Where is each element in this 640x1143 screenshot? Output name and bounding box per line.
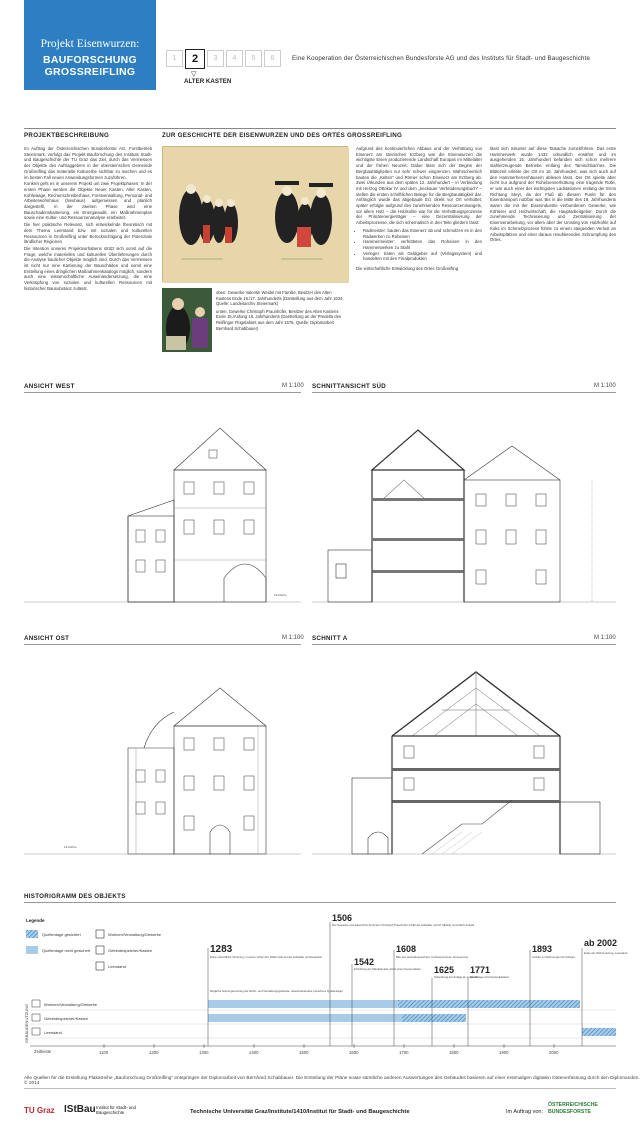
istbau-logo: IStBau <box>64 1104 96 1115</box>
scale-sued: M 1:100 <box>594 383 616 389</box>
tab-3[interactable]: 3 <box>207 50 224 67</box>
view-title-sued: SCHNITTANSICHT SÜD <box>312 383 387 390</box>
row-label: Leerstand <box>44 1030 62 1035</box>
granary-icon <box>96 946 104 954</box>
axis-tick-label: 1100 <box>99 1050 109 1055</box>
vacancy-icon <box>96 962 104 970</box>
scale-schnitt-a: M 1:100 <box>594 635 616 641</box>
family-painting-image <box>162 146 348 282</box>
granary-icon <box>32 1014 40 1021</box>
section-a-drawing <box>312 652 616 867</box>
legend-label: Quellenlage gesichert <box>42 932 81 937</box>
paragraph: Konkret geht es in unserem Projekt um zwei Projektphasen: In der ersten Phase werden die Objekte Neuer Kasten, Alter Kasten, Kohlwaage, Rechenschreiberhaus, Forstverwaltung, Personal- und Arbeiterwohnhaus (Neuhaus) aufgemessen und planlich dargestellt, in der zweiten Phase wird eine Bauschadenskartierung, ein Energieaudit, ein Maßnahmenplan sowie eine Kultur- und Ressourcenanalyse erarbeitet. <box>24 181 152 221</box>
axis-tick-label: 1300 <box>199 1050 209 1055</box>
altar-portrait-image <box>162 288 212 352</box>
bar-kasten-gesichert <box>402 1014 466 1022</box>
legend-label: Wohnen/Verwaltung/Gewerbe <box>108 932 162 937</box>
divider <box>312 392 616 393</box>
list-item: • Radmeister: bauten das Eisenerz ab und schmolzen es in den Radwerken zu Roheisen <box>363 228 482 239</box>
event-text: Die Anlage wird Getreidekasten <box>470 975 510 979</box>
legend-swatch-gesichert <box>26 930 38 938</box>
elevation-west-drawing <box>24 400 301 615</box>
event-year: 1893 <box>532 944 553 954</box>
house-icon <box>32 1000 40 1007</box>
auftrag-label: Im Auftrag von: <box>506 1109 543 1115</box>
divider <box>24 128 616 129</box>
bar-kasten-unsicher <box>208 1014 402 1022</box>
event-text: Bau des Getreidespeichers; Umbauprozesse, Erneuerung <box>396 955 468 959</box>
historigramm-chart <box>24 908 628 1058</box>
axis-tick-label: 1700 <box>399 1050 409 1055</box>
legend-swatch-nicht-gesichert <box>26 946 38 954</box>
view-title-ost: ANSICHT OST <box>24 635 70 642</box>
axis-tick-label: 1600 <box>349 1050 359 1055</box>
bar-wohnen-unsicher <box>208 1000 398 1008</box>
event-year: 1608 <box>396 944 417 954</box>
paragraph: Die wirtschaftliche Entwicklung des Ortes Großreifling <box>356 266 459 272</box>
axis-tick-label: 1500 <box>299 1050 309 1055</box>
event-text: Errichtung der Mautfassade durch einen Kamen-Erker <box>354 967 422 971</box>
view-title-west: ANSICHT WEST <box>24 383 75 390</box>
title-line-1: BAUFORSCHUNG <box>42 54 137 66</box>
event-year: 1625 <box>434 965 455 975</box>
caption-bottom: unten: Gewerke Christoph Praunhofer, Besitzer des Alten Kastens Ende 15./Anfang 16. Jahrhunderts (Darstellung an der Predella des Reiflinger Flügelaltars aus dem Jahr 1576, Quelle: Diplomarbeit Bernhard Schabbauer) <box>216 308 342 331</box>
event-text: Erste urkundliche Nennung; in einem Urbar des Stiftes Admont als Hofstätte und Hauptsitz <box>210 955 322 959</box>
oebf-logo <box>548 1102 598 1115</box>
tab-4[interactable]: 4 <box>226 50 243 67</box>
geschichte-col-2 <box>490 146 616 244</box>
paragraph: Aufgrund des kontinuierlichen Abbaus und der Verhüttung von Eisenerz am steirischen Erzberg war die Eisenwurzen die wichtigste Eisen produzierende Landschaft Europas im Mittelalter und der frühen Neuzeit. Dabei lässt sich der Beginn der Bergbautätigkeiten nur sehr schwer eingrenzen. Wahrscheinlich bauten die „Kelten“ und Römer schon Eisenerz am Erzberg ab. Zwei Urkunden aus dem späten 12. Jahrhundert – in Verbindung mit Herzog Ottokar IV und dem „Seckauer Verbrüderungsbuch“ – stellen die ersten schriftlichen Belege für die Bergbautätigkeit dar. Anfänglich wurde das abgebaute Erz direkt vor Ort verhüttet, später erfolgte aufgrund des zunehmenden Ressourcenmangels, vor allem Holz – die Holzkohle war für die Verhüttungsprozesse der Primärenergieträger – eine Dezentralisierung der Arbeitsprozesse, die sich schematisch in drei Teile gliedern lässt: <box>356 146 482 226</box>
axis-tick-label: 1400 <box>249 1050 259 1055</box>
divider <box>24 1088 616 1089</box>
tab-5[interactable]: 5 <box>245 50 262 67</box>
bar-wohnen-gesichert <box>398 1000 580 1008</box>
event-text: Schenkung der Anlage an Leopold I. <box>434 975 480 979</box>
caption-top: oben: Gewerke Valentin Weidel mit Familie, Besitzer des Alten Kastens Ende 16./17. Jahrhunderts (Darstellung aus dem Jahr 1634, Quelle: Landesarchiv Steiermark) <box>216 290 344 307</box>
event-text: Ende der Wohnnutzung; Leerstand <box>584 951 628 955</box>
view-title-schnitt-a: SCHNITT A <box>312 635 348 642</box>
paragraph: Die hier praktische Relevanz, sich entwickelnde theoretisch mit dem Thema Leerstand bzw. mit sozialen und kulturellen Ressourcen in Großreifling unter Berücksichtigung der Potenziale ländlicher Regionen. <box>24 222 152 245</box>
geschichte-col-1 <box>356 146 482 273</box>
axis-label: GEBÄUDENUTZUNG <box>24 1003 29 1043</box>
event-year: ab 2002 <box>584 938 618 948</box>
divider <box>312 644 616 645</box>
legend-title: Legende <box>26 918 45 923</box>
paragraph: Im Auftrag der Österreichischen Bundesforste AG, Forstbetrieb Steiermark, verfolgt das Projekt Bauforschung des Instituts Stadt- und Baugeschichte der TU Graz das Ziel, durch das Vermessen der Objekte des Auftraggebers in der obersteirischen Gemeinde Großreifling das materielle Kulturerbe sichtbar zu machen und es im besten Fall neuen Anwendungsformen zuzuführen. <box>24 146 152 180</box>
oebf-line-2: BUNDESFORSTE <box>548 1108 591 1115</box>
list-item: • Verleger: traten als Geldgeber auf (Verlagssystem) und handelten mit den Finalprodukten <box>363 251 482 262</box>
divider <box>24 392 301 393</box>
svg-text:Firsthöhe: Firsthöhe <box>274 593 287 597</box>
image-captions <box>216 290 346 331</box>
legend-label: Quellenlage nicht gesichert <box>42 948 91 953</box>
legend-label: Getreidespeicher/Kasten <box>108 948 153 953</box>
section-title-geschichte: ZUR GESCHICHTE DER EISENWURZEN UND DES ORTES GROSSREIFLING <box>162 132 403 139</box>
oebf-line-1: ÖSTERREICHISCHE <box>548 1102 598 1108</box>
list-item: • Hammermeister: verhütteten das Roheisen in den Hammerwerken zu Stahl <box>363 239 482 250</box>
scale-ost: M 1:100 <box>282 635 304 641</box>
page-tabs <box>166 50 281 69</box>
paragraph: Die Intention unseres Projektvorhabens stützt sich somit auf die Frage, welche materiellen und kulturellen Überlieferungen durch die Analyse baulicher Objekte möglich sind. Durch das Vermessen ist nicht nur eine Kartierung der Bauschäden und somit eine Erstellung eines dringlichen Maßnahmenkatalogs möglich, sondern auch eine wissenschaftliche Auseinandersetzung, die eine Verknüpfung von sozialen und kulturellen Ressourcen mit historischer Bausubstanz zulässt. <box>24 245 152 291</box>
tu-graz-logo: TU Graz <box>24 1106 55 1115</box>
event-text: Umbau zu Wohnungen für Arbeiter <box>532 955 576 959</box>
tab-2[interactable]: 2 <box>185 49 205 69</box>
title-line-2: GROSSREIFLING <box>44 66 136 78</box>
zeitleiste-label: Zeitleiste <box>34 1049 52 1054</box>
section-title-historigramm: HISTORIGRAMM DES OBJEKTS <box>24 893 126 900</box>
bar-leerstand <box>582 1028 616 1036</box>
vacancy-icon <box>32 1028 40 1035</box>
divider <box>24 902 616 903</box>
section-south-drawing <box>312 400 616 615</box>
source-note: Alle Quellen für die Erstellung Plakatreihe „Bauforschung Großreifling“ entspringen der Diplomarbeit von Bernhard Schabbauer. Die Erstellung der Pläne sowie sämtliche anderen Auswertungen des Gebäudes basieren auf einer erstmaligen digitalen Datenerfassung durch den Diplomanden. © 2014 <box>24 1076 640 1086</box>
paragraph: lässt sich mitunter auf diese Tatsache zurückführen. Das erste Hammerwerk wurde 1432 urkundlich erwähnt und im ausgehenden 15. Jahrhundert befanden sich schon mehrere stahlerzeugende Betriebe entlang des Tamischbaches. Die Blütezeit erlebte der Ort im 16. Jahrhundert, was sich auch auf den Hammerherrenhäusern ablesen lässt. Der Ort spielte aber nicht nur aufgrund der Roheisenverhüttung eine tragende Rolle, er war auch einer der wichtigsten Ladstationen entlang der Enns Richtung Steyr, da der Fluß ab diesem Punkt für den Eisentransport nutzbar war. Bis in die Mitte des 19. Jahrhunderts waren die mit der Eisenindustrie verbundenen Gewerke, wie Köhlerei und Holzwirtschaft, die Hauptarbeitgeber. Durch die zunehmende Technisierung und Zentralisierung der Eisenverarbeitung, vor allem aber der Umstieg von Holzkohle auf Koks im Schmelzprozess führte zu einem steigenden Verlust an Arbeitsplätzen und einer daraus resultierenden Schrumpfung des Ortes. <box>490 146 616 243</box>
svg-text:Firsthöhe: Firsthöhe <box>64 845 77 849</box>
divider <box>24 644 301 645</box>
active-tab-label: ALTER KASTEN <box>184 78 232 85</box>
istbau-subtitle: Institut für Stadt- und Baugeschichte <box>96 1105 136 1115</box>
tab-6[interactable]: 6 <box>264 50 281 67</box>
row-label: Getreidespeicher/Kasten <box>44 1016 89 1021</box>
axis-tick-label: 1900 <box>499 1050 509 1055</box>
axis-tick-label: 1200 <box>149 1050 159 1055</box>
legend-label: Leerstand <box>108 964 126 969</box>
event-year: 1283 <box>210 944 233 955</box>
axis-tick-label: 2000 <box>549 1050 559 1055</box>
event-year: 1771 <box>470 965 491 975</box>
chevron-down-icon: ▽ <box>191 71 197 78</box>
event-text: Der Gewerke und kaiserliche Amtmann Christoph Praunhofer erhält die Hofstätte (mit M. Mitteis) vermutlich Ankauf <box>332 923 475 927</box>
elevation-east-drawing <box>24 652 301 867</box>
range-note: Mögliche Nutzungsnutzung als Wohn- und Verwaltungsgebäude, Gewerbebetriebe (unsichere Quellenlage) <box>210 989 343 993</box>
beschreibung-text <box>24 146 152 293</box>
project-name: Projekt Eisenwurzen: <box>40 38 140 50</box>
event-year: 1506 <box>332 913 353 923</box>
institute-line: Technische Universität Graz/Institute/1410/Institut für Stadt- und Baugeschichte <box>190 1109 410 1115</box>
event-year: 1542 <box>354 957 375 967</box>
cooperation-note: Eine Kooperation der Österreichischen Bundesforste AG und des Instituts für Stadt- und Baugeschichte <box>292 55 591 62</box>
axis-tick-label: 1800 <box>449 1050 459 1055</box>
project-title-block <box>24 0 156 90</box>
scale-west: M 1:100 <box>282 383 304 389</box>
row-label: Wohnen/Verwaltung/Gewerbe <box>44 1002 98 1007</box>
tab-1[interactable]: 1 <box>166 50 183 67</box>
house-icon <box>96 930 104 938</box>
section-title-beschreibung: PROJEKTBESCHREIBUNG <box>24 132 110 139</box>
